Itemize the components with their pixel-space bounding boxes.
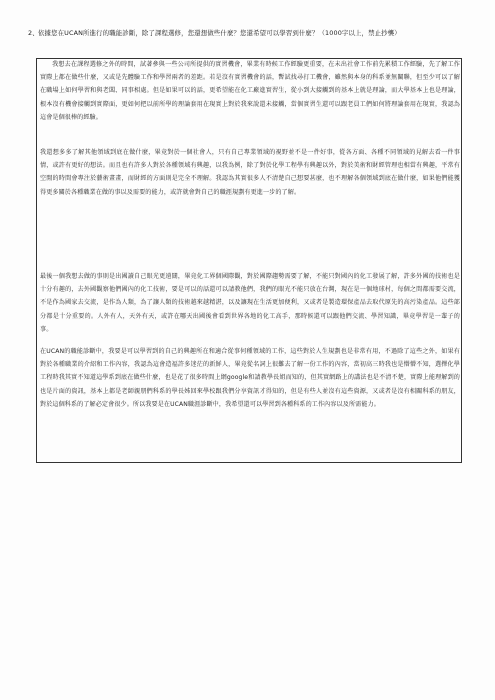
answer-paragraph xyxy=(40,146,460,199)
answer-paragraph-text: 我還想多多了解其他領域到底在做什麼，畢竟對於一個社會人，只有自己專業領域的視野並不是一件好事，從各方面、各種不同領域的見解去看一件事情，或許有更好的想法。而且也有許多人對於各種領域有興趣，以我為例，除了對於化學工程學有興趣以外，對於美術和財經管理也相當有興趣，平常有空閒的時間會專注於藝術畫畫，而財經的方面則是完全不理解。我認為其實很多人不清楚自己想要甚麼，也不理解各個領域到底在做什麼，如果他們能獲得更多關於各種職業在做的事以及需要的能力，或許就會對自己的職涯規劃有更進一步的了解。 xyxy=(40,149,460,196)
question-block xyxy=(28,28,460,39)
answer-paragraph xyxy=(40,270,460,336)
answer-paragraph xyxy=(40,345,460,411)
answer-paragraph xyxy=(40,58,460,124)
answer-paragraph-text: 我想去在課程選修之外的時間，試著參與一些公司所提供的實習機會，畢業有時候工作經驗更重要，在未出社會工作前先累積工作經驗，先了解工作實際上都在做些什麼，又或是先體驗工作和學習兩者的差距。若是沒有實習機會的話，暫試找尋打工機會，雖然與本身的科系並無關聯，但至少可以了解在職場上如何學習和與老闆、同事相處。但是如果可以的話，更希望能在化工廠進實習生，從小到大接觸到的基本上就是理論，而大學基本上也是理論，根本沒有機會接觸到實際面，更如何把以前所學的理論套用在現實上對於我來說還未接觸，當個實習生還可以跟老員工們如何將理論套用在現實，我認為這會是個很棒的經驗。 xyxy=(40,61,460,121)
question-text: 依據您在UCAN所進行的職能診斷，除了課程選修，您還想做些什麼？您還希望可以學習到什麼？（1000字以上，禁止抄襲） xyxy=(38,29,401,37)
question-number: 2、 xyxy=(28,29,39,37)
answer-paragraph-text: 最後一個我想去做的事則是出國讀自己眼光更遠闊，畢竟化工界個國際觀，對於國際趨勢需要了解，不能只對國內的化工發展了解，許多外國的技術也是十分有趣的，去外國觀察他們國內的化工技術，要是可以的話還可以請教他們，我們的眼光不能只放在台灣，現在是一個地球村，每個之間都需要交流，不是作為國家去交流，是作為人類，為了讓人類的技術越來越精湛，以及讓現在生活更加便利，又或者是製造環保產品去取代原先的高污染產品。這些部分都是十分重要的。人外有人，天外有天，或許在哪天出國後會看到世界各地的化工高手，那時候還可以跟他們交流、學習知識，畢竟學習是一輩子的事。 xyxy=(40,273,460,333)
answer-paragraph-text: 在UCAN的職能診斷中，我要是可以學習到的自己的興趣所在和適合從事何種領域的工作，這些對於人生規劃也是非常有用，不過除了這些之外，如果有對於各種職業的介紹和工作內容，我認為這會造福許多迷茫的新鮮人，畢竟從名詞上很難去了解一份工作的內容，當初高三時我也是懵懵不知，選擇化學工程時我其實不知道這學系到底在做些什麼，也是花了很多時間上網google和請教學長姐而知的，但其實網路上的講法也是不清不楚，實際上能理解到的也是片面的資訊，基本上都是老師親朋們科系的學長姊回來學校跟我們分享資訊才得知的，但是有些人並沒有這些資源，又或者是沒有相關科系的朋友，對於這個科系的了解必定會很少。所以我要是在UCAN職涯診斷中，我希望還可以學習到各種科系的工作內容以及所需能力。 xyxy=(40,348,460,408)
